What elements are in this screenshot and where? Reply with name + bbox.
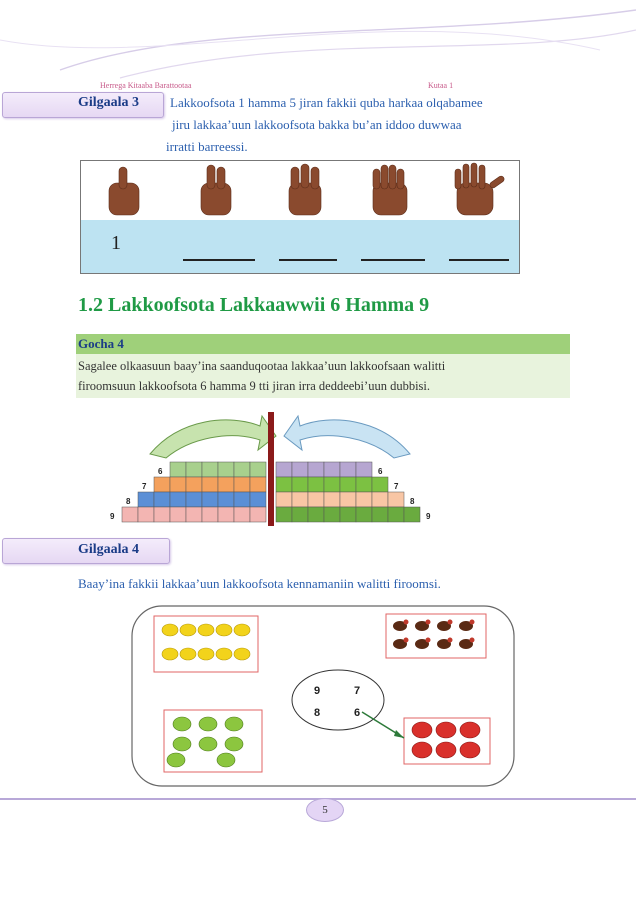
- left-stair-block: [234, 492, 250, 507]
- rooster-comb: [404, 638, 409, 643]
- left-stair-block: [186, 507, 202, 522]
- left-stair-block: [234, 477, 250, 492]
- rooster-comb: [426, 620, 431, 625]
- left-stair-block: [218, 492, 234, 507]
- right-stair-block: [340, 492, 356, 507]
- right-stair-block: [292, 462, 308, 477]
- right-stair-block: [372, 507, 388, 522]
- left-stair-block: [186, 462, 202, 477]
- left-stair-block: [186, 477, 202, 492]
- finger-counting-table: [80, 160, 520, 274]
- strawberry-icon: [412, 742, 432, 758]
- rooster-comb: [404, 620, 409, 625]
- left-stair-block: [170, 462, 186, 477]
- answer-cell-3[interactable]: [265, 220, 348, 273]
- hand-icons: [81, 161, 519, 219]
- right-stair-block: [340, 507, 356, 522]
- right-stair-block: [388, 507, 404, 522]
- right-stair-block: [356, 462, 372, 477]
- right-stair-block: [292, 492, 308, 507]
- number-seven[interactable]: 7: [354, 685, 361, 697]
- left-stair-block: [218, 507, 234, 522]
- right-stair-block: [308, 492, 324, 507]
- lemon-icon: [162, 648, 178, 660]
- answer-one: 1: [111, 232, 121, 254]
- lemon-icon: [180, 648, 196, 660]
- activity-4-header: [76, 334, 570, 354]
- activity-4-body: [76, 354, 570, 398]
- right-stair-block: [356, 492, 372, 507]
- lemon-icon: [234, 648, 250, 660]
- activity-4-line2: firoomsuun lakkoofsota 6 hamma 9 tti jiran irra deddeebi’uun dubbisi.: [78, 379, 431, 393]
- lime-icon: [217, 753, 235, 767]
- right-stair-label: 9: [426, 512, 431, 521]
- strawberry-icon: [460, 722, 480, 738]
- right-stair-block: [372, 492, 388, 507]
- exercise-3-text-line2: jiru lakkaa’uun lakkoofsota bakka bu’an iddoo duwwaa: [172, 117, 462, 132]
- left-stair-block: [250, 492, 266, 507]
- hand-three-fingers-icon: [289, 164, 321, 215]
- right-stair-label: 7: [394, 482, 399, 491]
- left-stair-block: [170, 477, 186, 492]
- right-stair-block: [404, 507, 420, 522]
- answer-blank-2[interactable]: [183, 259, 255, 261]
- left-stair-label: 8: [126, 497, 131, 506]
- number-nine[interactable]: 9: [314, 685, 321, 697]
- left-stair-block: [154, 477, 170, 492]
- left-stair-block: [250, 507, 266, 522]
- right-stair-block: [324, 492, 340, 507]
- left-stair-block: [122, 507, 138, 522]
- number-six[interactable]: 6: [354, 707, 361, 719]
- answer-blank-3[interactable]: [279, 259, 337, 261]
- left-stair-label: 7: [142, 482, 147, 491]
- right-stair-block: [292, 477, 308, 492]
- rooster-comb: [448, 638, 453, 643]
- lime-icon: [167, 753, 185, 767]
- left-stair-block: [202, 492, 218, 507]
- lime-icon: [173, 717, 191, 731]
- right-stair-block: [276, 507, 292, 522]
- lemon-icon: [216, 624, 232, 636]
- right-stair-block: [324, 507, 340, 522]
- left-stair-block: [234, 507, 250, 522]
- left-stair-block: [218, 477, 234, 492]
- rooster-comb: [470, 620, 475, 625]
- numbers-oval: [292, 670, 384, 730]
- left-stair-block: [234, 462, 250, 477]
- right-stair-block: [276, 477, 292, 492]
- answer-cell-1: [81, 220, 170, 273]
- left-stair-block: [186, 492, 202, 507]
- right-stair-block: [276, 462, 292, 477]
- right-stair-block: [340, 477, 356, 492]
- exercise-3-label: Gilgaala 3: [78, 95, 140, 110]
- left-stair-block: [202, 462, 218, 477]
- lime-icon: [225, 717, 243, 731]
- left-stair-block: [202, 507, 218, 522]
- strawberry-icon: [436, 742, 456, 758]
- exercise-4-instruction: Baay’ina fakkii lakkaa’uun lakkoofsota kennamaniin walitti firoomsi.: [78, 576, 441, 591]
- answer-blank-5[interactable]: [449, 259, 509, 261]
- right-stair-block: [340, 462, 356, 477]
- matching-panel: [130, 604, 516, 788]
- lime-icon: [173, 737, 191, 751]
- exercise-4-label: Gilgaala 4: [78, 542, 140, 557]
- answer-cell-5[interactable]: [435, 220, 519, 273]
- right-stair-block: [308, 462, 324, 477]
- activity-4-line1: Sagalee olkaasuun baay’ina saanduqootaa lakkaa’uun lakkoofsaan walitti: [78, 359, 446, 373]
- rooster-comb: [470, 638, 475, 643]
- left-stair-block: [138, 507, 154, 522]
- rooster-comb: [426, 638, 431, 643]
- lime-icon: [225, 737, 243, 751]
- lemon-icon: [234, 624, 250, 636]
- decorative-header-curves: [0, 0, 636, 80]
- right-stair-block: [372, 477, 388, 492]
- right-stair-block: [324, 477, 340, 492]
- answer-blank-4[interactable]: [361, 259, 425, 261]
- right-stair-block: [324, 462, 340, 477]
- answer-cell-4[interactable]: [347, 220, 436, 273]
- left-stair-label: 6: [158, 467, 163, 476]
- left-stair-block: [138, 492, 154, 507]
- left-stair-block: [170, 492, 186, 507]
- left-curved-arrow-icon: [150, 416, 276, 458]
- exercise-3-text-line3: irratti barreessi.: [166, 139, 248, 154]
- hand-four-fingers-icon: [373, 165, 407, 215]
- answer-cell-2[interactable]: [169, 220, 266, 273]
- divider-bar: [268, 412, 274, 526]
- lemon-icon: [216, 648, 232, 660]
- right-stair-block: [308, 477, 324, 492]
- left-stair-block: [250, 462, 266, 477]
- right-stair-block: [292, 507, 308, 522]
- left-stair-block: [202, 477, 218, 492]
- activity-4-label: Gocha 4: [78, 336, 124, 351]
- lemon-icon: [198, 648, 214, 660]
- left-stair-block: [218, 462, 234, 477]
- right-stair-label: 8: [410, 497, 415, 506]
- strawberry-icon: [436, 722, 456, 738]
- header-grade: Kutaa 1: [428, 81, 454, 90]
- page-number: 5: [306, 798, 344, 822]
- exercise-3-text-line1: Lakkoofsota 1 hamma 5 jiran fakkii quba harkaa olqabamee: [170, 95, 483, 110]
- lime-icon: [199, 717, 217, 731]
- hand-five-fingers-icon: [455, 163, 505, 215]
- right-stair-block: [356, 507, 372, 522]
- right-stair-block: [308, 507, 324, 522]
- section-title: 1.2 Lakkoofsota Lakkaawwii 6 Hamma 9: [78, 294, 430, 316]
- right-stair-block: [388, 492, 404, 507]
- lemon-icon: [198, 624, 214, 636]
- hand-two-fingers-icon: [201, 165, 231, 215]
- hand-one-finger-icon: [109, 167, 139, 215]
- left-stair-label: 9: [110, 512, 115, 521]
- counting-staircase-figure: [80, 408, 480, 530]
- lemon-icon: [180, 624, 196, 636]
- strawberry-icon: [460, 742, 480, 758]
- right-stair-label: 6: [378, 467, 383, 476]
- right-stair-block: [356, 477, 372, 492]
- left-stair-block: [154, 507, 170, 522]
- header-book-title: Herrega Kitaaba Barattootaa: [100, 81, 192, 90]
- number-eight[interactable]: 8: [314, 707, 321, 719]
- right-curved-arrow-icon: [284, 416, 410, 458]
- strawberry-icon: [412, 722, 432, 738]
- rooster-comb: [448, 620, 453, 625]
- right-stair-block: [276, 492, 292, 507]
- lemon-icon: [162, 624, 178, 636]
- lime-icon: [199, 737, 217, 751]
- left-stair-block: [250, 477, 266, 492]
- left-stair-block: [170, 507, 186, 522]
- left-stair-block: [154, 492, 170, 507]
